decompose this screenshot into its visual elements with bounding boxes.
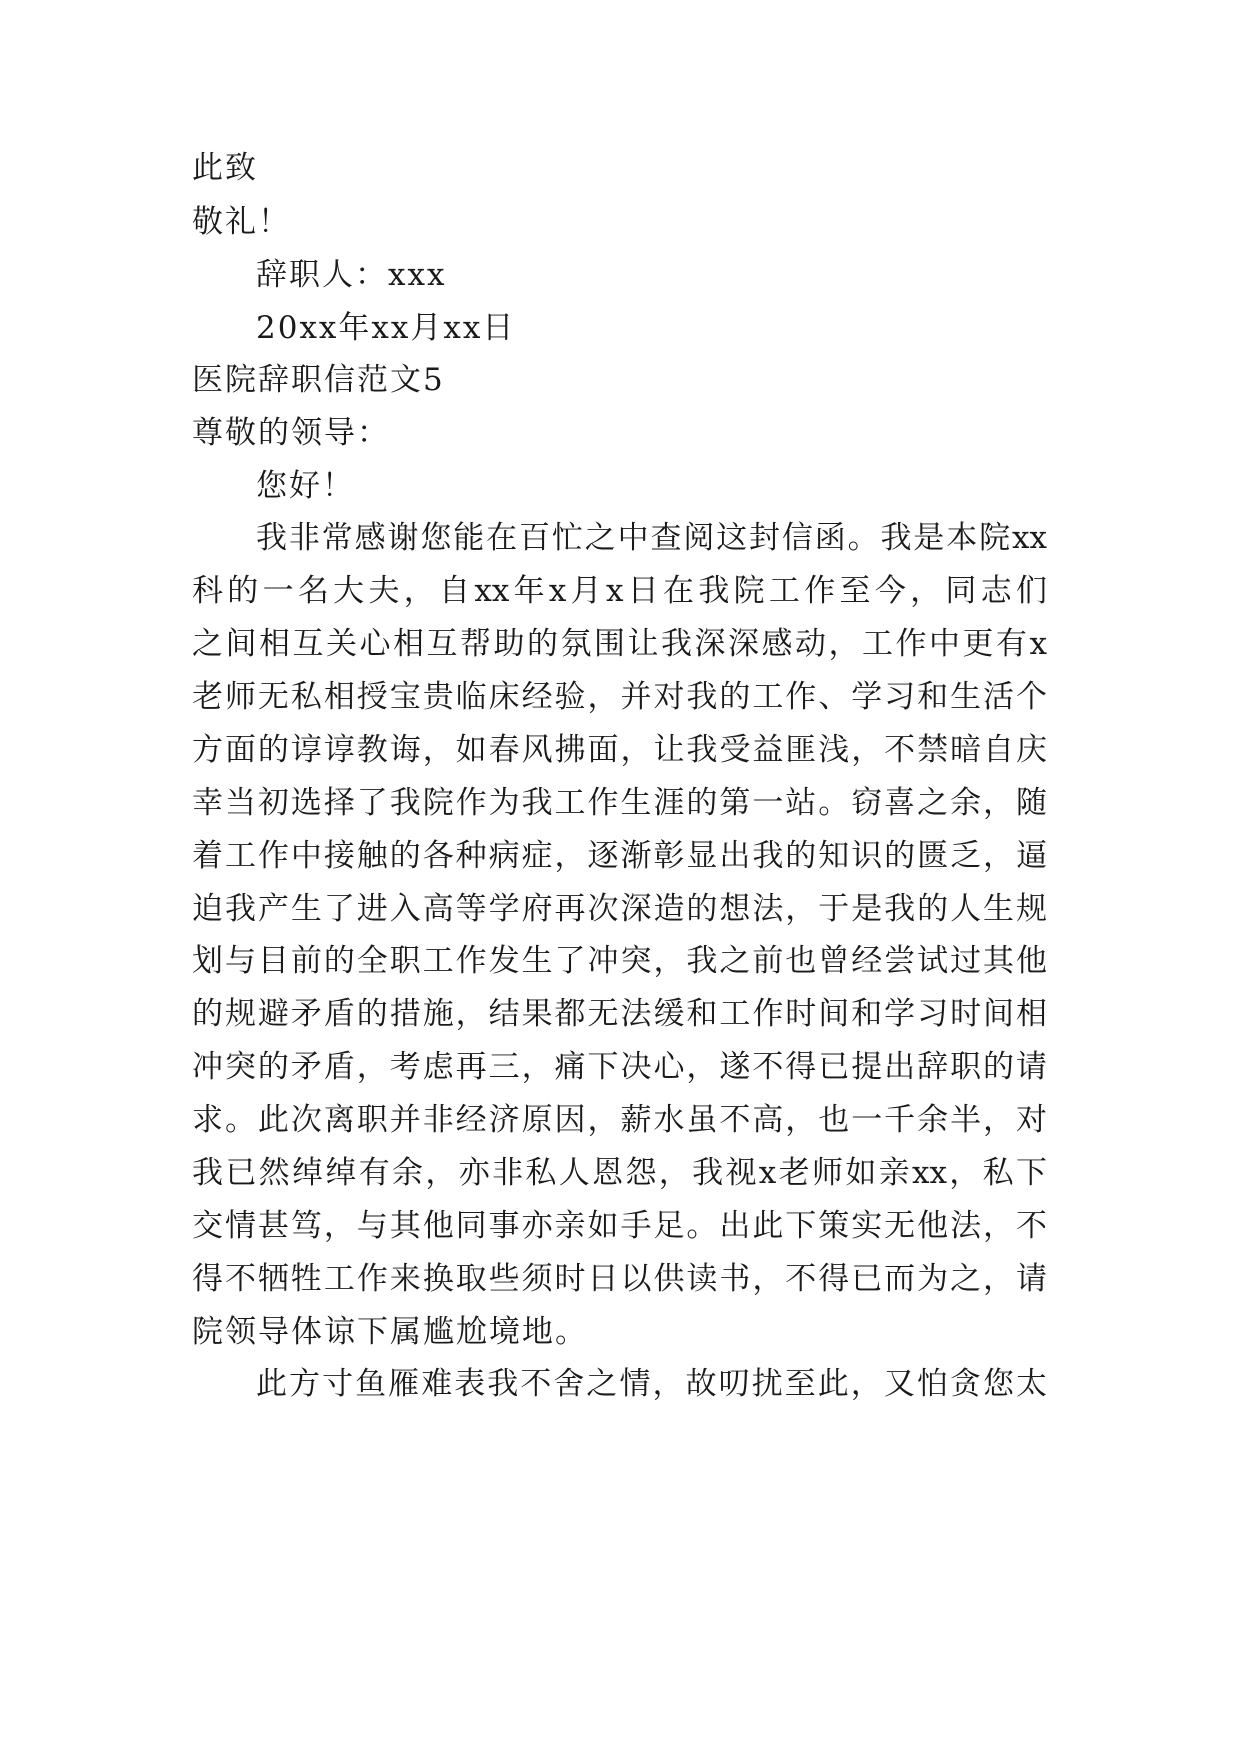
- greeting-line: 您好！: [256, 468, 355, 504]
- closing-regards: 敬礼！: [192, 204, 291, 240]
- paragraph-line: 求。此次离职并非经济原因，薪水虽不高，也一千余半，对: [192, 1102, 1047, 1138]
- paragraph-line: 我已然绰绰有余，亦非私人恩怨，我视x老师如亲xx，私下: [192, 1155, 1047, 1191]
- date-line: 20xx年xx月xx日: [256, 310, 516, 346]
- paragraph-line: 院领导体谅下属尴尬境地。: [192, 1314, 588, 1350]
- paragraph-line: 交情甚笃，与其他同事亦亲如手足。出此下策实无他法，不: [192, 1208, 1047, 1244]
- paragraph-line: 之间相互关心相互帮助的氛围让我深深感动，工作中更有x: [192, 626, 1047, 662]
- paragraph-line: 老师无私相授宝贵临床经验，并对我的工作、学习和生活个: [192, 679, 1047, 715]
- paragraph-line: 的规避矛盾的措施，结果都无法缓和工作时间和学习时间相: [192, 996, 1047, 1032]
- paragraph-line: 科的一名大夫，自xx年x月x日在我院工作至今，同志们: [192, 573, 1047, 609]
- signer-line: 辞职人：xxx: [256, 257, 447, 293]
- closing-salutation: 此致: [192, 150, 258, 186]
- paragraph-line: 幸当初选择了我院作为我工作生涯的第一站。窃喜之余，随: [192, 785, 1047, 821]
- paragraph-line: 迫我产生了进入高等学府再次深造的想法，于是我的人生规: [192, 891, 1047, 927]
- paragraph-line: 着工作中接触的各种病症，逐渐彰显出我的知识的匮乏，逼: [192, 838, 1047, 874]
- paragraph-line: 此方寸鱼雁难表我不舍之情，故叨扰至此，又怕贪您太: [256, 1366, 1047, 1402]
- section-title: 医院辞职信范文5: [192, 362, 445, 398]
- paragraph-line: 得不牺牲工作来换取些须时日以供读书，不得已而为之，请: [192, 1261, 1047, 1297]
- paragraph-line: 划与目前的全职工作发生了冲突，我之前也曾经尝试过其他: [192, 943, 1047, 979]
- addressee-line: 尊敬的领导：: [192, 415, 390, 451]
- paragraph-line: 我非常感谢您能在百忙之中查阅这封信函。我是本院xx: [256, 520, 1047, 556]
- paragraph-line: 冲突的矛盾，考虑再三，痛下决心，遂不得已提出辞职的请: [192, 1049, 1047, 1085]
- paragraph-line: 方面的谆谆教诲，如春风拂面，让我受益匪浅，不禁暗自庆: [192, 732, 1047, 768]
